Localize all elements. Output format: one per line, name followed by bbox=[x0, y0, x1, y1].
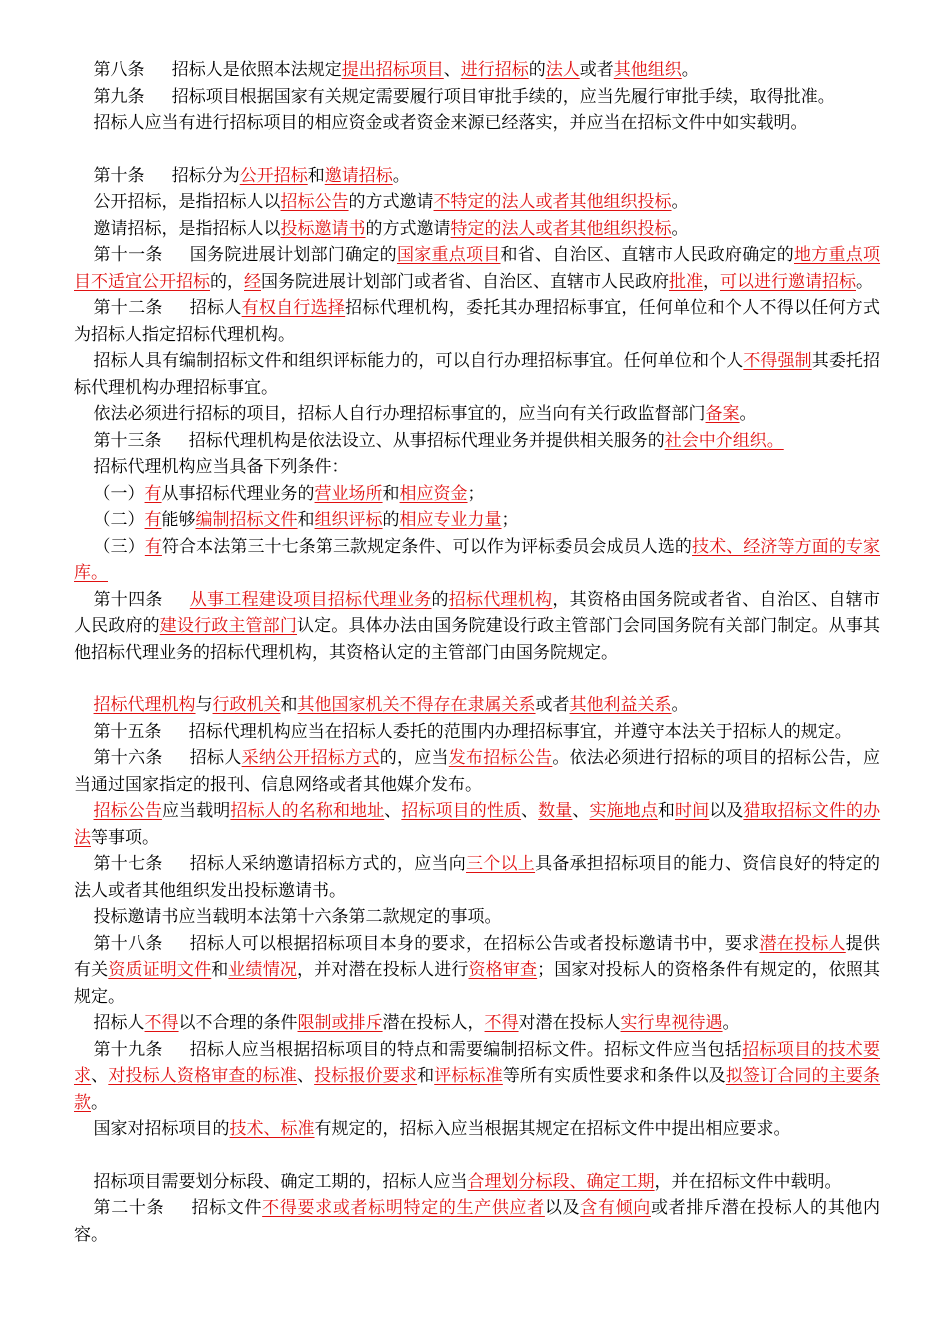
article-number: 第十八条 bbox=[93, 933, 163, 954]
text-run: 与 bbox=[195, 695, 213, 715]
highlighted-text: 评标标准 bbox=[434, 1066, 503, 1086]
text-run: 。 bbox=[671, 192, 689, 212]
highlighted-text: 备案 bbox=[705, 404, 740, 424]
text-run: （一） bbox=[93, 483, 145, 504]
text-run: 以不合理的条件 bbox=[178, 1013, 298, 1033]
article-number: 第十条 bbox=[93, 165, 145, 186]
highlighted-text: 投标报价要求 bbox=[314, 1066, 418, 1086]
text-run: 。依法必须进行招标的项目的招标公告，应当通过国家指定的报刊、信息网络或者其他媒介发布。 bbox=[74, 748, 881, 795]
paragraph bbox=[74, 534, 880, 587]
highlighted-text: 有 bbox=[144, 510, 162, 530]
text-run: 。 bbox=[671, 695, 689, 715]
highlighted-text: 资质证明文件 bbox=[108, 960, 212, 980]
highlighted-text: 行政机关 bbox=[212, 695, 281, 715]
text-run: 以及 bbox=[544, 1198, 581, 1218]
article-number: 第十六条 bbox=[93, 748, 163, 768]
highlighted-text: 国家重点项目 bbox=[396, 245, 501, 265]
text-run: 招标人 bbox=[189, 748, 242, 768]
text-run: 和 bbox=[417, 1066, 435, 1086]
text-run: 国务院进展计划部门或者省、自治区、直辖市人民政府 bbox=[261, 271, 669, 292]
highlighted-text: 有 bbox=[144, 483, 162, 504]
highlighted-text: 招标公告 bbox=[280, 192, 349, 212]
text-run: 。 bbox=[91, 1092, 108, 1113]
highlighted-text: 发布招标公告 bbox=[448, 748, 553, 768]
text-run: 招标项目根据国家有关规定需要履行项目审批手续的，应当先履行审批手续，取得批准。 bbox=[171, 86, 835, 107]
text-run: 、 bbox=[572, 801, 590, 821]
highlighted-text: 时间 bbox=[675, 801, 710, 821]
paragraph bbox=[74, 1195, 880, 1248]
text-run: 招标人可以根据招标项目本身的要求，在招标公告或者投标邀请书中，要求 bbox=[189, 933, 760, 954]
paragraph bbox=[74, 189, 880, 216]
highlighted-text: 不得 bbox=[484, 1013, 519, 1033]
text-run: 具备承担招标项目的能力、资信良好的特定的法人或者其他组织发出投标邀请书。 bbox=[74, 854, 881, 901]
paragraph bbox=[74, 481, 880, 508]
text-run: 招标项目需要划分标段、确定工期的，招标人应当 bbox=[93, 1171, 468, 1192]
text-run: 招标人应当有进行招标项目的相应资金或者资金来源已经落实，并应当在招标文件中如实载明。 bbox=[93, 113, 808, 133]
highlighted-text: 潜在投标人 bbox=[759, 933, 846, 954]
highlighted-text: 招标项目的性质 bbox=[401, 801, 522, 821]
paragraph-gap bbox=[74, 1143, 880, 1169]
highlighted-text: 批准 bbox=[669, 271, 703, 292]
highlighted-text: 拟签订合同的主要条款 bbox=[74, 1066, 881, 1113]
paragraph bbox=[74, 295, 880, 348]
highlighted-text: 实施地点 bbox=[589, 801, 658, 821]
paragraph bbox=[74, 110, 880, 137]
text-run: 和 bbox=[280, 695, 298, 715]
paragraph bbox=[74, 587, 880, 667]
text-run: 或者 bbox=[535, 695, 570, 715]
highlighted-text: 招标项目的技术要求 bbox=[74, 1039, 881, 1086]
paragraph bbox=[74, 798, 880, 851]
text-run: 能够 bbox=[161, 510, 196, 530]
highlighted-text: 营业场所 bbox=[314, 483, 383, 504]
highlighted-text: 进行招标 bbox=[460, 60, 529, 80]
text-run: （三） bbox=[93, 536, 145, 557]
text-run: 国务院进展计划部门确定的 bbox=[189, 245, 397, 265]
highlighted-text: 技术、经济等方面的专家库。 bbox=[74, 536, 881, 583]
paragraph bbox=[74, 745, 880, 798]
text-run: 招标代理机构应当在招标人委托的范围内办理招标事宜，并遵守本法关于招标人的规定。 bbox=[188, 721, 852, 742]
text-run: 的， bbox=[210, 271, 244, 292]
article-number: 第八条 bbox=[93, 60, 145, 80]
highlighted-text: 相应资金 bbox=[399, 483, 468, 504]
paragraph bbox=[74, 401, 880, 428]
text-run: 认定。具体办法由国务院建设行政主管部门会同国务院有关部门制定。从事其他招标代理业务的招标代理机构，其资格认定的主管部门由国务院规定。 bbox=[74, 616, 881, 663]
text-run: 招标人 bbox=[189, 298, 242, 318]
text-run: 以及 bbox=[709, 801, 744, 821]
highlighted-text: 邀请招标 bbox=[324, 165, 393, 186]
highlighted-text: 社会中介组织。 bbox=[664, 430, 784, 451]
text-run: 依法必须进行招标的项目，招标人自行办理招标事宜的，应当向有关行政监督部门 bbox=[93, 404, 706, 424]
article-number: 第九条 bbox=[93, 86, 145, 107]
text-run: 、 bbox=[443, 60, 461, 80]
highlighted-text: 不得强制 bbox=[743, 351, 812, 371]
text-run: 的方式邀请 bbox=[348, 192, 434, 212]
text-run: 招标人应当根据招标项目的特点和需要编制招标文件。招标文件应当包括 bbox=[189, 1039, 743, 1060]
text-run: 和 bbox=[297, 510, 315, 530]
highlighted-text: 其他国家机关不得存在隶属关系 bbox=[297, 695, 536, 715]
text-run: 潜在投标人， bbox=[382, 1013, 485, 1033]
article-number: 第十二条 bbox=[93, 298, 163, 318]
article-number: 第十五条 bbox=[93, 721, 162, 742]
highlighted-text: 数量 bbox=[538, 801, 573, 821]
text-run: ； bbox=[501, 510, 519, 530]
article-number: 第二十条 bbox=[93, 1198, 165, 1218]
highlighted-text: 不得 bbox=[144, 1013, 179, 1033]
text-run: 。 bbox=[671, 218, 689, 239]
text-run: ，并对潜在投标人进行 bbox=[297, 960, 469, 980]
highlighted-text: 限制或排斥 bbox=[297, 1013, 383, 1033]
paragraph bbox=[74, 84, 880, 111]
highlighted-text: 招标代理机构 bbox=[93, 695, 196, 715]
text-run: ； bbox=[467, 483, 485, 504]
paragraph bbox=[74, 931, 880, 1011]
text-run: 和 bbox=[657, 801, 675, 821]
text-run: 的方式邀请 bbox=[365, 218, 451, 239]
text-run: 等所有实质性要求和条件以及 bbox=[502, 1066, 726, 1086]
highlighted-text: 含有倾向 bbox=[580, 1198, 651, 1218]
highlighted-text: 地方重点项目不适宜公开招标 bbox=[74, 245, 881, 292]
text-run: 的 bbox=[528, 60, 546, 80]
highlighted-text: 建设行政主管部门 bbox=[159, 616, 297, 636]
highlighted-text: 组织评标 bbox=[314, 510, 383, 530]
text-run: 招标代理机构应当具备下列条件： bbox=[93, 457, 349, 477]
paragraph bbox=[74, 719, 880, 746]
text-run: 。 bbox=[856, 271, 873, 292]
text-run: 的 bbox=[382, 510, 400, 530]
highlighted-text: 技术、标准 bbox=[229, 1119, 315, 1139]
paragraph-gap bbox=[74, 666, 880, 692]
highlighted-text: 公开招标 bbox=[239, 165, 308, 186]
text-run: 的 bbox=[431, 589, 449, 610]
highlighted-text: 特定的法人或者其他组织投标 bbox=[450, 218, 672, 239]
text-run: ，并在招标文件中载明。 bbox=[654, 1171, 842, 1192]
text-run: 和 bbox=[307, 165, 325, 186]
paragraph bbox=[74, 216, 880, 243]
paragraph bbox=[74, 57, 880, 84]
text-run: 和省、自治区、直辖市人民政府确定的 bbox=[500, 245, 794, 265]
highlighted-text: 不特定的法人或者其他组织投标 bbox=[433, 192, 672, 212]
highlighted-text: 实行卑视待遇 bbox=[620, 1013, 723, 1033]
text-run: 提供有关 bbox=[74, 933, 881, 980]
text-run: 有规定的，招标入应当根据其规定在招标文件中提出相应要求。 bbox=[314, 1119, 791, 1139]
highlighted-text: 有权自行选择 bbox=[241, 298, 346, 318]
text-run: 和 bbox=[382, 483, 400, 504]
text-run: 、 bbox=[521, 801, 539, 821]
text-run: 。 bbox=[722, 1013, 740, 1033]
article-number: 第十七条 bbox=[93, 854, 163, 874]
paragraph bbox=[74, 428, 880, 455]
text-run: 、 bbox=[384, 801, 402, 821]
highlighted-text: 招标人的名称和地址 bbox=[230, 801, 385, 821]
text-run: 投标邀请书应当载明本法第十六条第二款规定的事项。 bbox=[93, 907, 502, 927]
text-run: 。 bbox=[739, 404, 757, 424]
paragraph bbox=[74, 904, 880, 931]
paragraph bbox=[74, 242, 880, 295]
highlighted-text: 三个以上 bbox=[466, 854, 536, 874]
highlighted-text: 采纳公开招标方式 bbox=[241, 748, 380, 768]
paragraph bbox=[74, 1010, 880, 1037]
article-number: 第十九条 bbox=[93, 1039, 163, 1060]
highlighted-text: 对投标人资格审查的标准 bbox=[108, 1066, 297, 1086]
highlighted-text: 不得要求或者标明特定的生产供应者 bbox=[262, 1198, 545, 1218]
highlighted-text: 合理划分标段、确定工期 bbox=[467, 1171, 655, 1192]
text-run: 应当载明 bbox=[161, 801, 231, 821]
highlighted-text: 其他组织 bbox=[613, 60, 682, 80]
article-number: 第十三条 bbox=[93, 430, 162, 451]
highlighted-text: 从事工程建设项目招标代理业务 bbox=[189, 589, 432, 610]
text-run: 招标文件 bbox=[191, 1198, 263, 1218]
highlighted-text: 招标代理机构 bbox=[448, 589, 553, 610]
paragraph bbox=[74, 851, 880, 904]
highlighted-text: 其他利益关系 bbox=[569, 695, 672, 715]
text-run: 邀请招标，是指招标人以 bbox=[93, 218, 281, 239]
highlighted-text: 业绩情况 bbox=[228, 960, 297, 980]
highlighted-text: 投标邀请书 bbox=[280, 218, 366, 239]
paragraph bbox=[74, 692, 880, 719]
text-run: 公开招标，是指招标人以 bbox=[93, 192, 281, 212]
text-run: 。 bbox=[392, 165, 410, 186]
text-run: 招标人具有编制招标文件和组织评标能力的，可以自行办理招标事宜。任何单位和个人 bbox=[93, 351, 744, 371]
highlighted-text: 猎取招标文件的办法 bbox=[74, 801, 881, 848]
text-run: 招标人是依照本法规定 bbox=[171, 60, 342, 80]
text-run: 招标人 bbox=[93, 1013, 145, 1033]
paragraph bbox=[74, 1037, 880, 1117]
text-run: ；国家对投标人的资格条件有规定的，依照其规定。 bbox=[74, 960, 881, 1007]
paragraph bbox=[74, 348, 880, 401]
text-run: 等事项。 bbox=[91, 827, 159, 848]
highlighted-text: 有 bbox=[144, 536, 162, 557]
text-run: ， bbox=[703, 271, 720, 292]
highlighted-text: 编制招标文件 bbox=[195, 510, 298, 530]
highlighted-text: 提出招标项目 bbox=[341, 60, 444, 80]
text-run: 或者排斥潜在投标人的其他内容。 bbox=[74, 1198, 881, 1245]
highlighted-text: 可以进行邀请招标 bbox=[720, 271, 856, 292]
text-run: 的，应当 bbox=[379, 748, 449, 768]
highlighted-text: 法人 bbox=[545, 60, 580, 80]
text-run: 对潜在投标人 bbox=[518, 1013, 621, 1033]
paragraph bbox=[74, 454, 880, 481]
text-run: 。 bbox=[681, 60, 699, 80]
text-run: 其委托招标代理机构办理招标事宜。 bbox=[74, 351, 881, 398]
text-run: （二） bbox=[93, 510, 145, 530]
text-run: 招标分为 bbox=[171, 165, 240, 186]
paragraph-gap bbox=[74, 137, 880, 163]
text-run: 或者 bbox=[579, 60, 614, 80]
article-number: 第十一条 bbox=[93, 245, 163, 265]
paragraph bbox=[74, 163, 880, 190]
highlighted-text: 招标公告 bbox=[93, 801, 162, 821]
highlighted-text: 资格审查 bbox=[468, 960, 538, 980]
highlighted-text: 相应专业力量 bbox=[399, 510, 502, 530]
text-run: 符合本法第三十七条第三款规定条件、可以作为评标委员会成员人选的 bbox=[161, 536, 693, 557]
text-run: 国家对招标项目的 bbox=[93, 1119, 230, 1139]
highlighted-text: 经 bbox=[244, 271, 261, 292]
text-run: 、 bbox=[91, 1066, 109, 1086]
text-run: 和 bbox=[211, 960, 229, 980]
paragraph bbox=[74, 507, 880, 534]
text-run: 从事招标代理业务的 bbox=[161, 483, 315, 504]
text-run: 招标代理机构，委托其办理招标事宜，任何单位和个人不得以任何方式为招标人指定招标代理机构。 bbox=[74, 298, 881, 345]
text-run: 招标代理机构是依法设立、从事招标代理业务并提供相关服务的 bbox=[188, 430, 665, 451]
text-run: 、 bbox=[297, 1066, 315, 1086]
paragraph bbox=[74, 1169, 880, 1196]
paragraph bbox=[74, 1116, 880, 1143]
text-run: ，其资格由国务院或者省、自治区、自辖市人民政府的 bbox=[74, 589, 881, 636]
article-number: 第十四条 bbox=[93, 589, 163, 610]
text-run: 招标人采纳邀请招标方式的，应当向 bbox=[189, 854, 466, 874]
